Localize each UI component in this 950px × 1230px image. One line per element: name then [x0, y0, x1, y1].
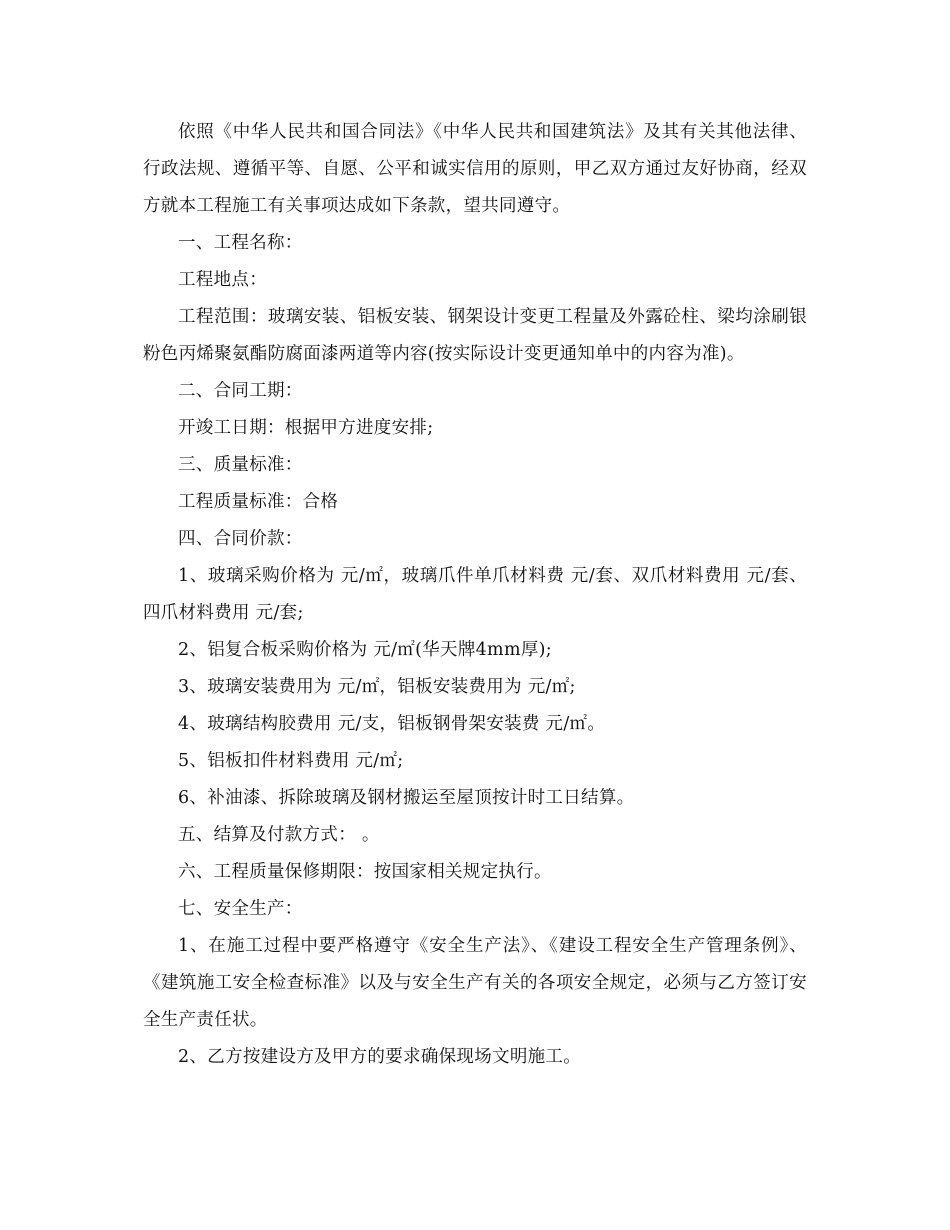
paragraph-intro: 依照《中华人民共和国合同法》《中华人民共和国建筑法》及其有关其他法律、行政法规、遵循平等、自愿、公平和诚实信用的原则，甲乙双方通过友好协商，经双方就本工程施工有关事项达成如下条款，望共同遵守。: [143, 122, 807, 216]
heading-safety-production: 七、安全生产：: [178, 899, 303, 919]
paragraph-safety-item-2: 2、乙方按建设方及甲方的要求确保现场文明施工。: [178, 1047, 582, 1067]
heading-contract-price: 四、合同价款：: [178, 529, 303, 549]
paragraph-price-item-4: 4、玻璃结构胶费用 元/支，铝板钢骨架安装费 元/㎡。: [178, 714, 606, 734]
paragraph-price-item-1: 1、玻璃采购价格为 元/㎡，玻璃爪件单爪材料费 元/套、双爪材料费用 元/套、四爪材料费用 元/套;: [143, 566, 807, 623]
heading-contract-period: 二、合同工期：: [178, 381, 303, 401]
paragraph-project-location: 工程地点：: [178, 270, 267, 290]
paragraph-price-item-2: 2、铝复合板采购价格为 元/㎡(华天牌4mm厚);: [178, 640, 552, 660]
heading-quality-standard: 三、质量标准：: [178, 455, 303, 475]
paragraph-quality-standard: 工程质量标准：合格: [178, 492, 339, 512]
paragraph-price-item-3: 3、玻璃安装费用为 元/㎡，铝板安装费用为 元/㎡;: [178, 677, 576, 697]
paragraph-price-item-5: 5、铝板扣件材料费用 元/㎡;: [178, 751, 404, 771]
paragraph-price-item-6: 6、补油漆、拆除玻璃及钢材搬运至屋顶按计时工日结算。: [178, 788, 635, 808]
heading-project-name: 一、工程名称：: [178, 233, 303, 253]
heading-warranty-period: 六、工程质量保修期限：按国家相关规定执行。: [178, 862, 552, 882]
paragraph-start-end-date: 开竣工日期：根据甲方进度安排;: [178, 418, 434, 438]
document-body: [143, 114, 807, 1076]
paragraph-project-scope: 工程范围：玻璃安装、铝板安装、钢架设计变更工程量及外露砼柱、梁均涂刷银粉色丙烯聚氨酯防腐面漆两道等内容(按实际设计变更通知单中的内容为准)。: [143, 307, 807, 364]
paragraph-safety-item-1: 1、在施工过程中要严格遵守《安全生产法》、《建设工程安全生产管理条例》、《建筑施工安全检查标准》以及与安全生产有关的各项安全规定，必须与乙方签订安全生产责任状。: [143, 936, 807, 1030]
heading-settlement-payment: 五、结算及付款方式： 。: [178, 825, 380, 845]
